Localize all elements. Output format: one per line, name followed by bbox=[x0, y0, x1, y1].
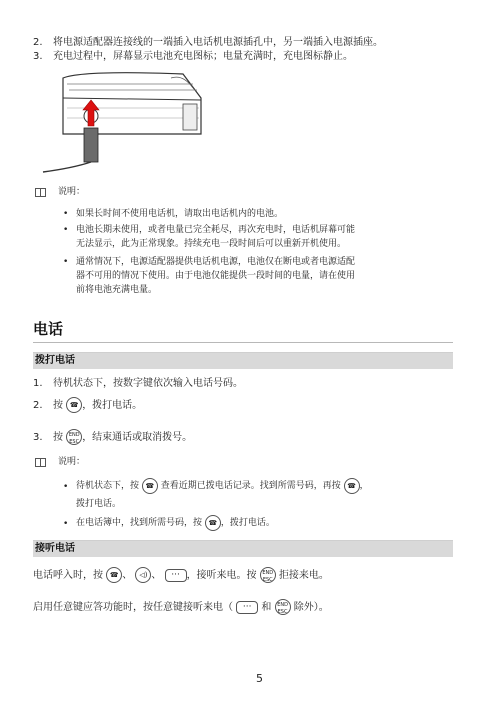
bullet-dot: • bbox=[63, 519, 69, 529]
bullet-dot: • bbox=[63, 225, 69, 235]
end-esc-key-icon: END ESC bbox=[66, 429, 82, 445]
note-label: 说明： bbox=[58, 187, 86, 197]
call-key-icon: ☎ bbox=[66, 397, 82, 413]
section-divider bbox=[33, 342, 453, 343]
call-key-icon: ☎ bbox=[205, 515, 221, 531]
note1-bullet-1: 如果长时间不使用电话机，请取出电话机内的电池。 bbox=[76, 209, 284, 219]
speaker-key-icon: ◁) bbox=[135, 567, 151, 583]
dial-step-1: 1. 待机状态下，按数字键依次输入电话号码。 bbox=[33, 378, 243, 389]
section-title: 电话 bbox=[33, 320, 64, 338]
dial-note-bullet-2: 在电话簿中，找到所需号码，按 ☎ ，拨打电话。 bbox=[76, 514, 275, 532]
call-key-icon: ☎ bbox=[142, 478, 158, 494]
bullet-dot: • bbox=[63, 257, 69, 267]
note-book-icon bbox=[35, 188, 46, 197]
dial-note-bullet-1-line1: 待机状态下，按 ☎ 查看近期已拨电话记录。找到所需号码，再按 ☎ ， bbox=[76, 477, 369, 495]
answer-line-2: 启用任意键应答功能时，按任意键接听来电（ ··· 和 END ESC 除外）。 bbox=[33, 599, 329, 617]
dial-header-bar bbox=[33, 352, 453, 369]
dial-step-3: 3. 按 END ESC ，结束通话或取消拨号。 bbox=[33, 429, 192, 447]
note1-bullet-3-line1: 通常情况下，电源适配器提供电话机电源，电池仅在断电或者电源适配 bbox=[76, 257, 356, 267]
dial-title: 拨打电话 bbox=[35, 355, 75, 366]
note1-bullet-3-line3: 前将电池充满电量。 bbox=[76, 285, 158, 295]
menu-key-icon: ··· bbox=[236, 601, 258, 614]
note1-bullet-3-line2: 器不可用的情况下使用。由于电池仅能提供一段时间的电量，请在使用 bbox=[76, 271, 356, 281]
dial-step-2: 2. 按 ☎ ，拨打电话。 bbox=[33, 397, 142, 415]
page-number: 5 bbox=[256, 672, 263, 685]
answer-header-bar bbox=[33, 540, 453, 557]
bullet-dot: • bbox=[63, 209, 69, 219]
call-key-icon: ☎ bbox=[344, 478, 360, 494]
note1-bullet-2-line2: 无法显示，此为正常现象。持续充电一段时间后可以重新开机使用。 bbox=[76, 239, 347, 249]
bullet-dot: • bbox=[63, 482, 69, 492]
step-3: 3. 充电过程中，屏幕显示电池充电图标；电量充满时，充电图标静止。 bbox=[33, 51, 353, 62]
call-key-icon: ☎ bbox=[106, 567, 122, 583]
dial-note-bullet-1-line2: 拨打电话。 bbox=[76, 499, 122, 509]
answer-line-1: 电话呼入时，按 ☎ 、 ◁) 、 ··· ，接听来电。按 END ESC 拒接来电。 bbox=[33, 567, 329, 585]
phone-charging-illustration bbox=[33, 68, 213, 178]
note-book-icon bbox=[35, 458, 46, 467]
dial-note-label: 说明： bbox=[58, 457, 86, 467]
end-esc-key-icon: END ESC bbox=[275, 599, 291, 615]
answer-title: 接听电话 bbox=[35, 543, 75, 554]
end-esc-key-icon: END ESC bbox=[260, 567, 276, 583]
note1-bullet-2-line1: 电池长期未使用，或者电量已完全耗尽，再次充电时，电话机屏幕可能 bbox=[76, 225, 356, 235]
menu-key-icon: ··· bbox=[165, 569, 187, 582]
step-2: 2. 将电源适配器连接线的一端插入电话机电源插孔中，另一端插入电源插座。 bbox=[33, 37, 383, 48]
